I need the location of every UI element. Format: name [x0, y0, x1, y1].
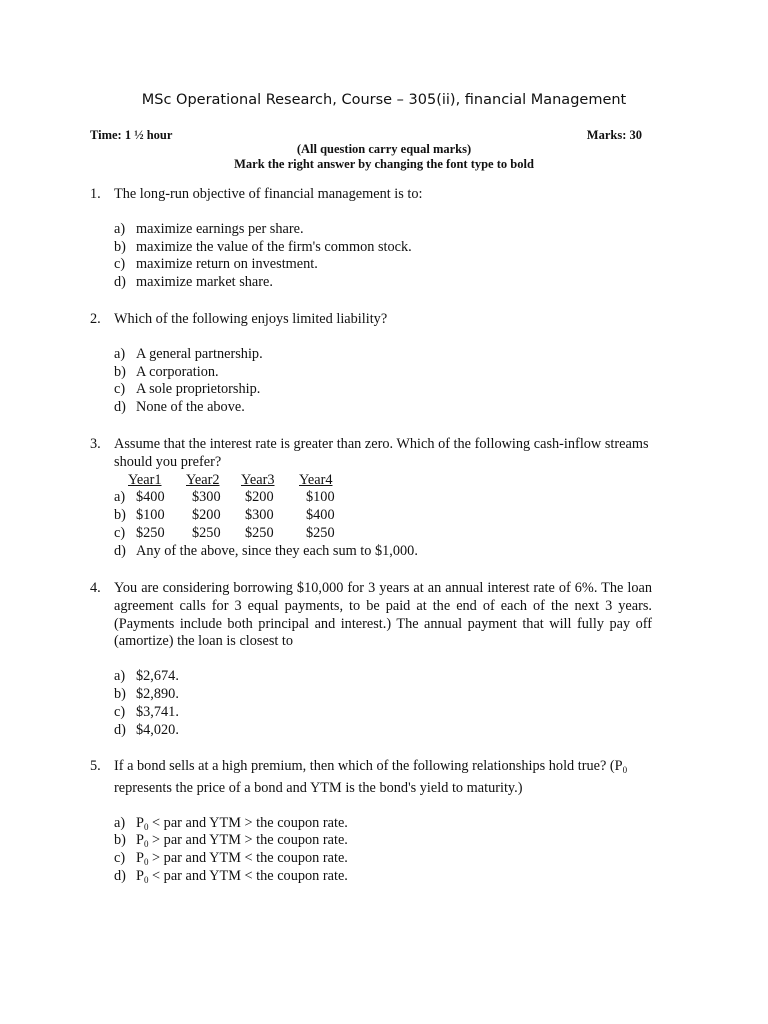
option-label: a) — [114, 814, 126, 831]
question-number: 3. — [90, 436, 101, 452]
option-d[interactable] — [114, 868, 652, 886]
options-list — [114, 815, 652, 886]
option-text: > par and YTM > the coupon rate. — [148, 832, 348, 849]
option-label: c) — [114, 524, 126, 541]
question-number: 2. — [90, 311, 101, 327]
option-text: < par and YTM < the coupon rate. — [148, 867, 348, 884]
cash-flow-cell: $100 — [136, 507, 165, 524]
option-text: < par and YTM > the coupon rate. — [148, 814, 348, 831]
option-text: $3,741. — [136, 703, 179, 720]
exam-marks: Marks: 30 — [586, 128, 642, 142]
cash-flow-cell: $250 — [245, 524, 274, 541]
question-text: You are considering borrowing $10,000 for 3 years at an annual interest rate of 6%. The loan agreement calls for 3 equal payments, to be paid at the end of each of the next 3 years. (Payments include both principal and interest.) The annual payment that will fully pay off (amortize) the loan is closest to — [114, 580, 652, 650]
option-a[interactable] — [114, 815, 652, 833]
cash-flow-cell: $200 — [192, 507, 221, 524]
option-b[interactable] — [114, 686, 652, 704]
option-text: A general partnership. — [136, 345, 263, 362]
option-label: a) — [114, 668, 126, 685]
cash-flow-cell: $250 — [136, 524, 165, 541]
option-b[interactable] — [114, 239, 652, 257]
question-number: 4. — [90, 580, 101, 596]
option-c[interactable] — [114, 850, 652, 868]
question-5 — [90, 758, 652, 886]
subscript: 0 — [143, 839, 149, 850]
question-3 — [90, 436, 652, 561]
option-d[interactable] — [114, 399, 652, 417]
option-a[interactable] — [114, 668, 652, 686]
option-text: maximize return on investment. — [136, 256, 318, 273]
cash-flow-cell: $400 — [136, 489, 165, 506]
option-text: $4,020. — [136, 721, 179, 738]
price-symbol: P — [136, 850, 144, 867]
option-label: c) — [114, 703, 126, 720]
price-symbol: P — [136, 814, 144, 831]
option-d[interactable] — [114, 722, 652, 740]
option-text: maximize earnings per share. — [136, 220, 304, 237]
cash-flow-cell: $400 — [306, 507, 335, 524]
option-text: maximize market share. — [136, 274, 273, 291]
question-4 — [90, 580, 652, 739]
options-list — [114, 221, 652, 292]
subscript: 0 — [143, 874, 149, 885]
question-2 — [90, 311, 652, 417]
question-text-part: If a bond sells at a high premium, then which of the following relationships hold true? (P — [114, 758, 623, 774]
option-b[interactable] — [114, 364, 652, 382]
cash-flow-cell: $200 — [245, 489, 274, 506]
option-label: a) — [114, 345, 126, 362]
option-d[interactable] — [114, 274, 652, 292]
option-label: d) — [114, 542, 126, 559]
option-label: d) — [114, 274, 126, 291]
option-c[interactable] — [114, 704, 652, 722]
instruction-line: Mark the right answer by changing the font type to bold — [234, 157, 534, 171]
cash-flow-cell: $250 — [306, 524, 335, 541]
subscript: 0 — [143, 821, 149, 832]
option-b[interactable] — [114, 507, 652, 525]
option-text: A sole proprietorship. — [136, 381, 261, 398]
option-label: b) — [114, 238, 126, 255]
question-number: 1. — [90, 186, 101, 202]
question-number: 5. — [90, 758, 101, 774]
option-text: $2,890. — [136, 685, 179, 702]
price-symbol: P — [136, 832, 144, 849]
exam-time: Time: 1 ½ hour — [90, 128, 173, 142]
option-a[interactable] — [114, 221, 652, 239]
cash-flow-cell: $100 — [306, 489, 335, 506]
options-list — [114, 668, 652, 739]
option-text: $2,674. — [136, 668, 179, 685]
cash-flow-cell: $300 — [245, 507, 274, 524]
question-text — [114, 758, 652, 798]
option-label: b) — [114, 832, 126, 849]
option-b[interactable] — [114, 832, 652, 850]
question-text: The long-run objective of financial management is to: — [114, 186, 423, 202]
option-c[interactable] — [114, 525, 652, 543]
option-text: maximize the value of the firm's common stock. — [136, 238, 412, 255]
option-label: b) — [114, 507, 126, 524]
option-text: A corporation. — [136, 363, 219, 380]
exam-title: MSc Operational Research, Course – 305(ii), financial Management — [141, 92, 627, 108]
subscript: 0 — [622, 765, 628, 775]
price-symbol: P — [136, 867, 144, 884]
cash-flow-cell: $300 — [192, 489, 221, 506]
option-text: > par and YTM < the coupon rate. — [148, 850, 348, 867]
option-c[interactable] — [114, 256, 652, 274]
option-label: b) — [114, 685, 126, 702]
option-a[interactable] — [114, 489, 652, 507]
marks-note: (All question carry equal marks) — [296, 142, 472, 156]
option-c[interactable] — [114, 381, 652, 399]
option-text: None of the above. — [136, 399, 245, 416]
year-header: Year1 — [128, 471, 162, 488]
question-1 — [90, 186, 652, 292]
option-label: d) — [114, 399, 126, 416]
option-label: d) — [114, 721, 126, 738]
option-label: c) — [114, 256, 126, 273]
option-label: b) — [114, 363, 126, 380]
option-label: d) — [114, 867, 126, 884]
option-label: a) — [114, 489, 126, 506]
option-text: Any of the above, since they each sum to $1,000. — [136, 542, 418, 559]
question-text: Assume that the interest rate is greater than zero. Which of the following cash-inflow streams should you prefer? — [114, 436, 649, 470]
question-text: Which of the following enjoys limited liability? — [114, 311, 388, 327]
options-list — [114, 346, 652, 417]
option-label: c) — [114, 850, 126, 867]
cash-flow-cell: $250 — [192, 524, 221, 541]
option-a[interactable] — [114, 346, 652, 364]
subscript: 0 — [143, 857, 149, 868]
year-header: Year2 — [186, 471, 220, 488]
year-header: Year4 — [299, 471, 333, 488]
option-d[interactable] — [114, 543, 652, 561]
option-label: a) — [114, 220, 126, 237]
question-text-part: represents the price of a bond and YTM is the bond's yield to maturity.) — [114, 779, 523, 796]
option-label: c) — [114, 381, 126, 398]
year-header: Year3 — [241, 471, 275, 488]
year-header-row — [128, 472, 652, 490]
